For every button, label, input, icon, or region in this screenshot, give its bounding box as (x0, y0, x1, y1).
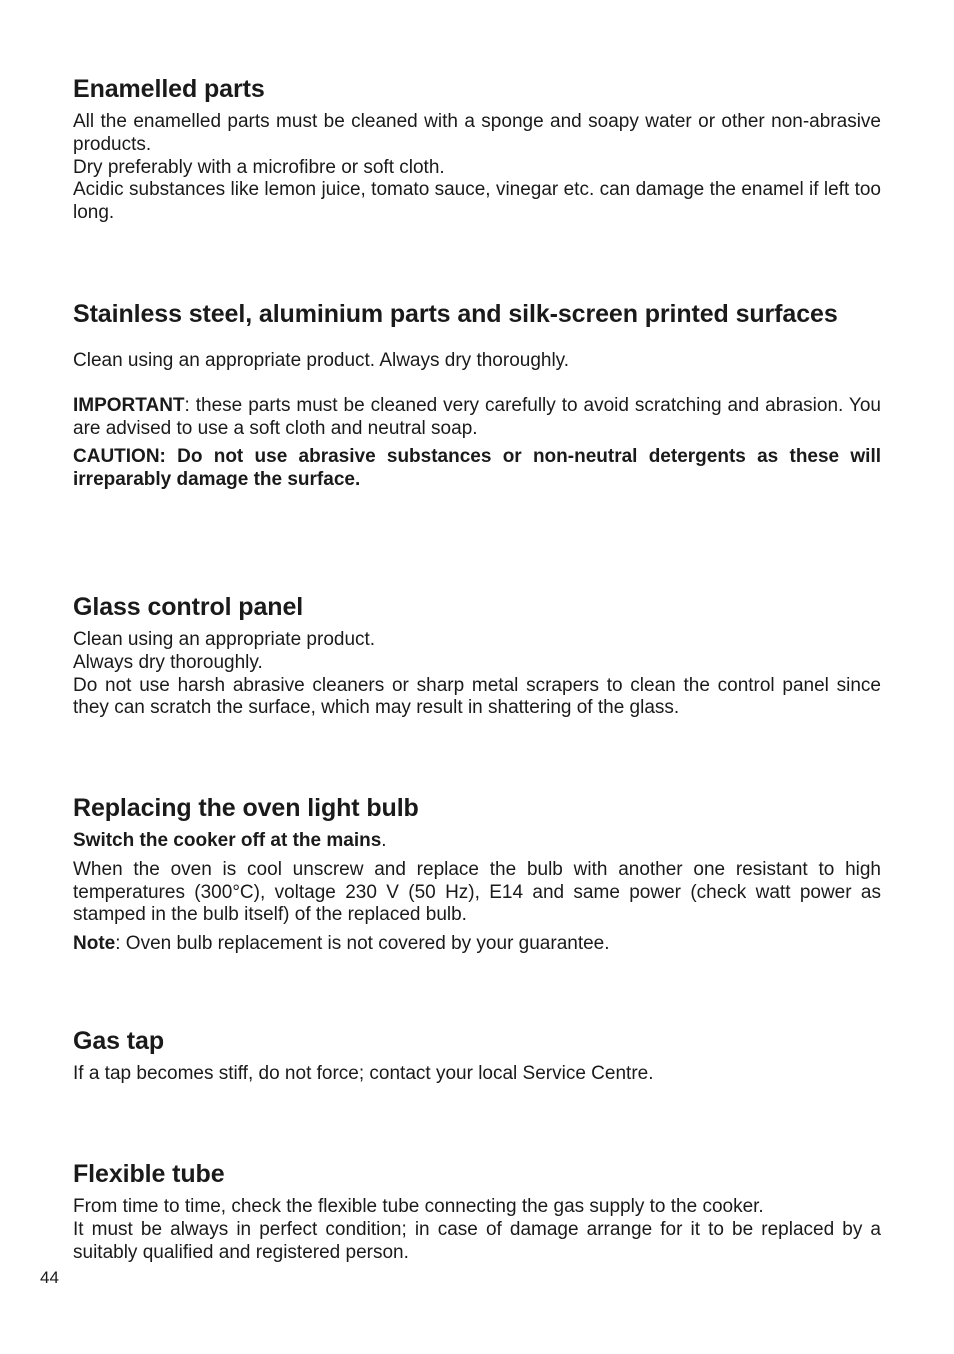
switch-off-end: . (381, 830, 387, 851)
section-heading: Replacing the oven light bulb (73, 794, 419, 822)
section-gas-tap (73, 1027, 881, 1086)
important-text: : these parts must be cleaned very carefully to avoid scratching and abrasion. You are advised to use a soft cloth and neutral soap. (73, 394, 881, 439)
important-paragraph (73, 395, 881, 441)
note-paragraph (73, 933, 881, 956)
switch-off-label: Switch the cooker off at the mains (73, 830, 382, 851)
section-stainless-steel (73, 300, 881, 492)
paragraph: If a tap becomes stiff, do not force; contact your local Service Centre. (73, 1063, 654, 1084)
section-glass-control-panel (73, 593, 881, 720)
section-flexible-tube (73, 1160, 881, 1264)
switch-off-paragraph (73, 830, 881, 853)
section-heading: Enamelled parts (73, 75, 265, 103)
paragraph: When the oven is cool unscrew and replace the bulb with another one resistant to high temperatures (300°C), voltage 230 V (50 Hz), E14 and same power (check watt power as stamped in the bulb itself) of the replaced bulb. (73, 858, 881, 926)
page-number: 44 (40, 1268, 59, 1287)
section-heading: Gas tap (73, 1027, 164, 1055)
caution-paragraph: CAUTION: Do not use abrasive substances or non-neutral detergents as these will irreparably damage the surface. (73, 446, 881, 491)
paragraph: Dry preferably with a microfibre or soft cloth. (73, 156, 445, 178)
paragraph: Always dry thoroughly. (73, 651, 263, 673)
paragraph: All the enamelled parts must be cleaned with a sponge and soapy water or other non-abrasive products. (73, 111, 881, 155)
section-heading: Glass control panel (73, 593, 304, 621)
paragraph: Clean using an appropriate product. (73, 629, 376, 650)
section-enamelled-parts (73, 75, 881, 225)
paragraph: Acidic substances like lemon juice, tomato sauce, vinegar etc. can damage the enamel if left too long. (73, 179, 881, 224)
note-text: : Oven bulb replacement is not covered by your guarantee. (115, 933, 610, 955)
paragraph: Do not use harsh abrasive cleaners or sharp metal scrapers to clean the control panel since they can scratch the surface, which may result in shattering of the glass. (73, 674, 881, 719)
paragraph: It must be always in perfect condition; in case of damage arrange for it to be replaced by a suitably qualified and registered person. (73, 1218, 881, 1263)
section-heading: Flexible tube (73, 1160, 225, 1188)
paragraph: From time to time, check the flexible tube connecting the gas supply to the cooker. (73, 1196, 764, 1217)
section-replacing-bulb (73, 794, 881, 956)
note-label: Note (73, 933, 116, 955)
paragraph: Clean using an appropriate product. Always dry thoroughly. (73, 350, 570, 371)
important-label: IMPORTANT (73, 394, 185, 416)
section-heading: Stainless steel, aluminium parts and silk-screen printed surfaces (73, 300, 838, 328)
